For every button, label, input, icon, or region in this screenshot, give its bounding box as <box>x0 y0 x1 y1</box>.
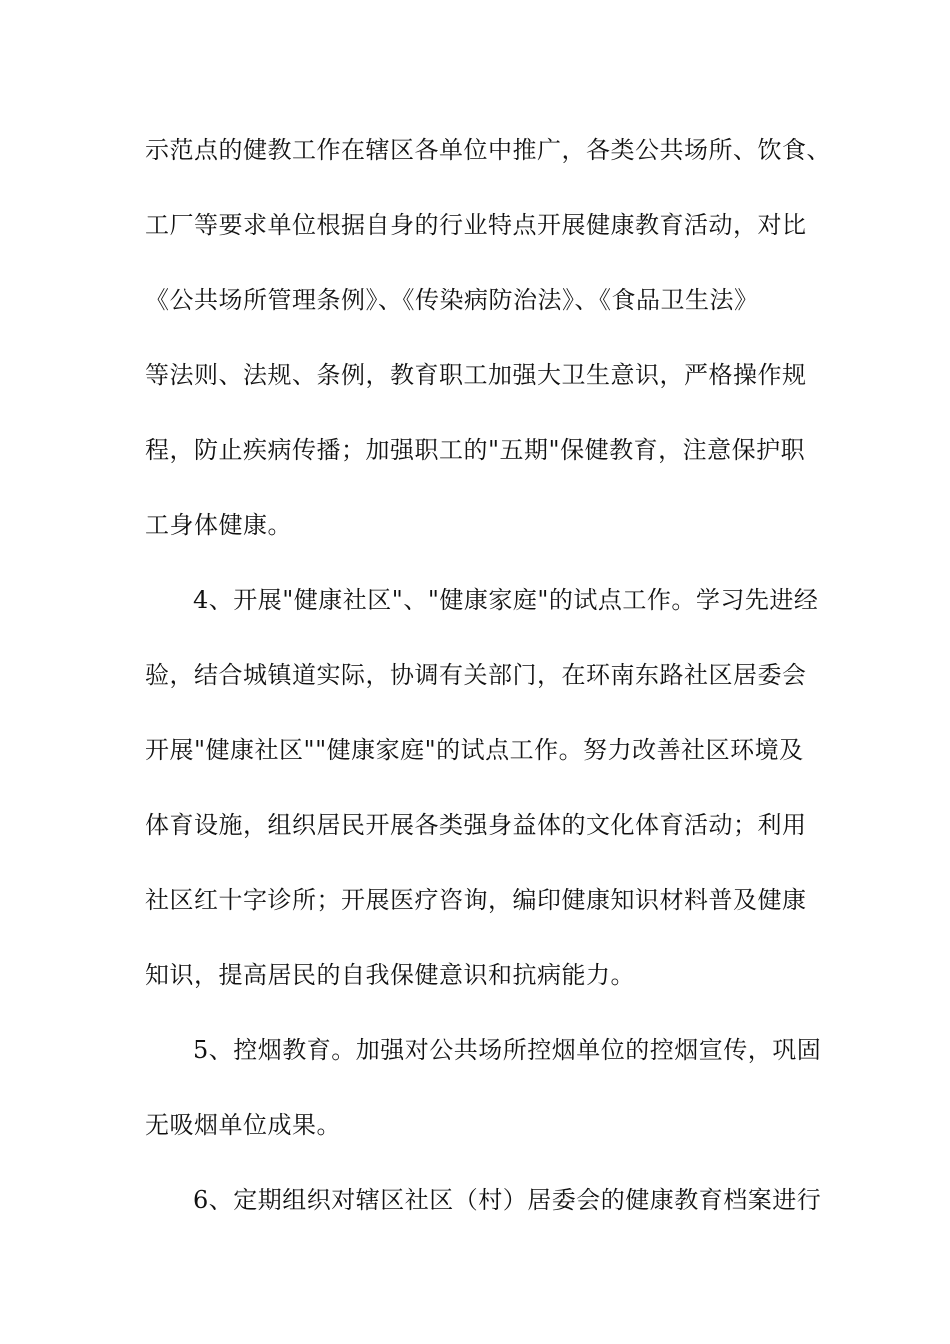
paragraph-start-line: 4、开展"健康社区"、"健康家庭"的试点工作。学习先进经 <box>193 586 819 614</box>
text-line: 程，防止疾病传播；加强职工的"五期"保健教育，注意保护职 <box>145 436 806 464</box>
text-line: 示范点的健教工作在辖区各单位中推广，各类公共场所、饮食、 <box>145 136 831 164</box>
text-line: 工身体健康。 <box>145 511 292 539</box>
text-line: 体育设施，组织居民开展各类强身益体的文化体育活动；利用 <box>145 811 807 839</box>
text-line: 开展"健康社区""健康家庭"的试点工作。努力改善社区环境及 <box>145 736 804 764</box>
text-line: 验，结合城镇道实际，协调有关部门，在环南东路社区居委会 <box>145 661 807 689</box>
text-line: 《公共场所管理条例》、《传染病防治法》、《食品卫生法》 <box>145 286 759 314</box>
text-line: 无吸烟单位成果。 <box>145 1111 341 1139</box>
paragraph-start-line: 5、控烟教育。加强对公共场所控烟单位的控烟宣传，巩固 <box>193 1036 822 1064</box>
text-line: 工厂等要求单位根据自身的行业特点开展健康教育活动，对比 <box>145 211 807 239</box>
paragraph-start-line: 6、定期组织对辖区社区（村）居委会的健康教育档案进行 <box>193 1186 822 1214</box>
text-line: 知识，提高居民的自我保健意识和抗病能力。 <box>145 961 635 989</box>
text-line: 社区红十字诊所；开展医疗咨询，编印健康知识材料普及健康 <box>145 886 807 914</box>
text-line: 等法则、法规、条例，教育职工加强大卫生意识，严格操作规 <box>145 361 807 389</box>
